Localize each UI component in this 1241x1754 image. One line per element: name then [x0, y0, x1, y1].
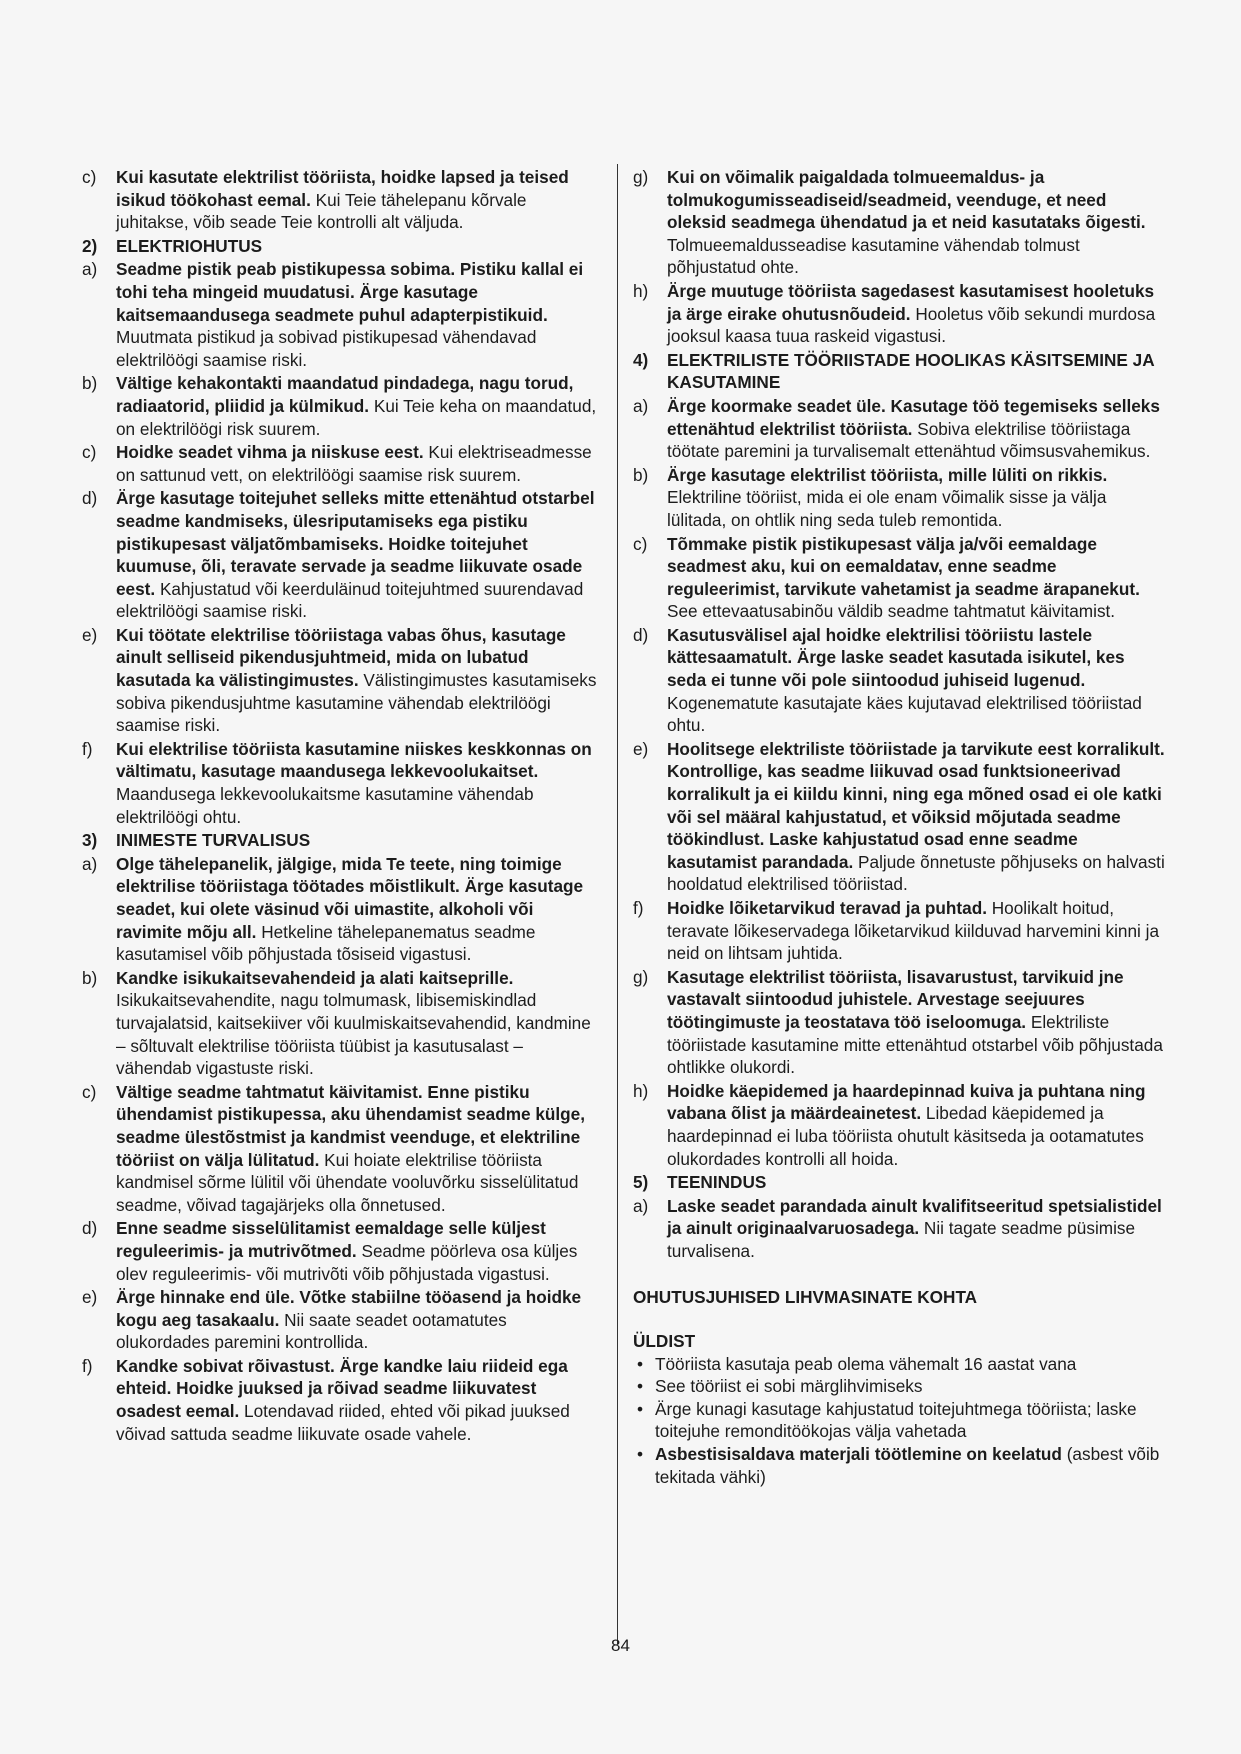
bullet-item	[633, 1375, 1168, 1398]
list-item	[633, 897, 1168, 965]
item-text: Hetkeline tähelepanematus seadme kasutamisel võib põhjustada tõsiseid vigastusi.	[116, 921, 536, 965]
item-marker: h)	[633, 1080, 649, 1101]
section-title-text: TEENINDUS	[667, 1172, 767, 1193]
item-text: Elektriliste tööriistade kasutamine mitte ettenähtud otstarbel võib põhjustada ohtlikke olukordi.	[667, 1011, 1163, 1078]
list-item	[82, 967, 597, 1080]
item-marker: e)	[633, 738, 649, 759]
item-marker: c)	[82, 1081, 97, 1102]
list-item	[633, 738, 1168, 896]
item-bold-text: Olge tähelepanelik, jälgige, mida Te teete, ning toimige elektrilise tööriistaga töötades mõistlikult. Ärge kasutage seadet, kui olete väsinud või uimastite, alkoholi või ravimite mõju all.	[116, 853, 584, 942]
section-number: 4)	[633, 349, 649, 370]
item-bold-text: Ärge hinnake end üle. Võtke stabiilne tööasend ja hoidke kogu aeg tasakaalu.	[116, 1287, 582, 1330]
item-bold-text: Hoidke lõiketarvikud teravad ja puhtad.	[667, 898, 987, 918]
item-marker: b)	[82, 967, 98, 988]
list-item	[633, 624, 1168, 737]
item-marker: c)	[82, 167, 97, 187]
item-text: Kui elektriseadmesse on sattunud vett, on elektrilöögi saamise risk suurem.	[116, 442, 592, 485]
item-marker: d)	[82, 1218, 98, 1239]
section-title	[82, 829, 597, 852]
item-text: Kogenematute kasutajate käes kujutavad elektrilised tööriistad ohtu.	[667, 692, 1142, 736]
item-bold-text: Laske seadet parandada ainult kvalifitseeritud spetsialistidel ja ainult originaalvaruosadega.	[667, 1195, 1162, 1239]
item-bold-text: Kandke sobivat rõivastust. Ärge kandke laiu riideid ega ehteid. Hoidke juuksed ja rõivad seadme liikuvatest osadest eemal.	[116, 1355, 568, 1422]
item-bold-text: Kasutusvälisel ajal hoidke elektrilisi tööriistu lastele kättesaamatult. Ärge laske seadet kasutada isikutel, kes seda ei tunne või pole siintoodud juhiseid lugenud.	[667, 624, 1125, 691]
item-bold-text: Ärge koormake seadet üle. Kasutage töö tegemiseks selleks ettenähtud elektrilist tööriista.	[667, 395, 1160, 439]
list-item	[82, 1355, 597, 1445]
item-bold-text: Ärge muutuge tööriista sagedasest kasutamisest hooletuks ja ärge eirake ohutusnõudeid.	[667, 280, 1155, 324]
section-title-text: ELEKTRILISTE TÖÖRIISTADE HOOLIKAS KÄSITSEMINE JA KASUTAMINE	[667, 349, 1155, 393]
list-item	[82, 441, 597, 486]
item-marker: b)	[82, 373, 98, 394]
section-number: 2)	[82, 235, 98, 256]
item-text: Kui hoiate elektrilise tööriista kandmisel sõrme lülitil või ühendate vooluvõrku sisselülitatud seadme, võivad tagajärjeks olla õnnetused.	[116, 1149, 579, 1215]
item-bold-text: Seadme pistik peab pistikupessa sobima. Pistiku kallal ei tohi teha mingeid muudatusi. Ärge kasutage kaitsemaandusega seadmete puhul adapterpistikuid.	[116, 259, 584, 325]
list-item	[82, 487, 597, 623]
item-text: Maandusega lekkevoolukaitsme kasutamine vähendab elektrilöögi ohtu.	[116, 784, 534, 827]
list-item	[633, 464, 1168, 532]
list-item	[82, 1286, 597, 1354]
item-text: Tööriista kasutaja peab olema vähemalt 16 aastat vana	[655, 1353, 1077, 1374]
item-marker: d)	[633, 624, 649, 645]
section-number: 5)	[633, 1172, 649, 1193]
item-text: Paljude õnnetuste põhjuseks on halvasti hooldatud elektrilised tööriistad.	[667, 851, 1165, 895]
item-text: (asbest võib tekitada vähki)	[655, 1444, 1160, 1487]
item-bold-text: Tõmmake pistik pistikupesast välja ja/või eemaldage seadmest aku, kui on eemaldatav, enne seadme reguleerimist, tarvikute vahetamist ja seadme ärapanekut.	[667, 533, 1140, 599]
bullet-marker: •	[637, 1353, 644, 1374]
item-bold-text: Vältige kehakontakti maandatud pindadega, nagu torud, radiaatorid, pliidid ja külmikud.	[116, 373, 574, 416]
section-heading: OHUTUSJUHISED LIHVMASINATE KOHTA	[633, 1286, 978, 1307]
item-text: Sobiva elektrilise tööriistaga töötate paremini ja turvalisemalt ettenähtud võimsusvahemikus.	[667, 418, 1151, 462]
item-marker: b)	[633, 464, 649, 485]
item-text: Välistingimustes kasutamiseks sobiva pikendusjuhtme kasutamine vähendab elektrilöögi saamise riski.	[116, 670, 597, 736]
list-item	[82, 1081, 597, 1217]
item-marker: a)	[633, 395, 649, 416]
item-marker: c)	[633, 533, 648, 554]
section-number: 3)	[82, 830, 98, 851]
item-marker: f)	[633, 898, 644, 918]
bullet-marker: •	[637, 1376, 644, 1397]
bullet-item	[633, 1353, 1168, 1376]
spacer	[633, 1308, 1168, 1330]
item-text: Kahjustatud või keerduläinud toitejuhtmed suurendavad elektrilöögi saamise riski.	[116, 578, 584, 622]
item-marker: g)	[633, 167, 649, 187]
section-title-text: INIMESTE TURVALISUS	[116, 830, 311, 851]
bullet-marker: •	[637, 1444, 644, 1465]
item-text: See ettevaatusabinõu väldib seadme tahtmatut käivitamist.	[667, 601, 1116, 622]
item-text: Lotendavad riided, ehted või pikad juuksed võivad sattuda seadme liikuvate osade vahele.	[116, 1401, 570, 1444]
item-bold-text: Ärge kasutage elektrilist tööriista, mille lüliti on rikkis.	[667, 464, 1108, 485]
item-bold-text: Kandke isikukaitsevahendeid ja alati kaitseprille.	[116, 967, 514, 988]
list-item	[633, 1195, 1168, 1263]
item-text: Elektriline tööriist, mida ei ole enam võimalik sisse ja välja lülitada, on ohtlik ning seda tuleb remontida.	[667, 487, 1107, 530]
item-marker: e)	[82, 624, 98, 645]
item-bold-text: Hoidke seadet vihma ja niiskuse eest.	[116, 442, 424, 463]
list-item	[82, 166, 597, 234]
item-text: Libedad käepidemed ja haardepinnad ei luba tööriista ohutult käsitseda ja ootamatutes olukordades kontrolli all hoida.	[667, 1103, 1144, 1169]
item-text: Muutmata pistikud ja sobivad pistikupesad vähendavad elektrilöögi saamise riski.	[116, 327, 537, 370]
item-text: Ärge kunagi kasutage kahjustatud toitejuhtmega tööriista; laske toitejuhe remonditöökojas välja vahetada	[655, 1398, 1137, 1442]
item-marker: d)	[82, 488, 98, 509]
list-item	[82, 1217, 597, 1285]
item-bold-text: Kui on võimalik paigaldada tolmueemaldus- ja tolmukogumisseadiseid/seadmeid, veenduge, et need oleksid seadmega ühendatud ja et neid kasutataks õigesti.	[667, 167, 1146, 233]
column-divider	[617, 164, 618, 1644]
item-text: Tolmueemaldusseadise kasutamine vähendab tolmust põhjustatud ohte.	[667, 234, 1080, 278]
right-column	[633, 166, 1168, 1488]
list-item	[82, 853, 597, 966]
item-bold-text: Hoolitsege elektriliste tööriistade ja tarvikute eest korralikult. Kontrollige, kas seadme liikuvad osad funktsioneerivad korralikult ja ei kiildu kinni, ning ega mõned osad ei ole katki või sel määral kahjustatud, et võiksid mõjutada seadme töökindlust. Laske kahjustatud osad enne seadme kasutamist parandada.	[667, 738, 1165, 872]
item-marker: e)	[82, 1287, 98, 1308]
bullet-marker: •	[637, 1398, 644, 1419]
item-bold-text: Ärge kasutage toitejuhet selleks mitte ettenähtud otstarbel seadme kandmiseks, ülesriputamiseks ega pistiku pistikupesast väljatõmbamiseks. Hoidke toitejuhet kuumuse, õli, teravate servade ja seadme liikuvate osade eest.	[116, 488, 595, 599]
list-item	[633, 1080, 1168, 1170]
item-marker: a)	[633, 1195, 649, 1216]
item-text: Nii saate seadet ootamatutes olukordades paremini kontrollida.	[116, 1309, 507, 1353]
spacer	[633, 1264, 1168, 1286]
item-text: Kui Teie keha on maandatud, on elektrilöögi risk suurem.	[116, 395, 597, 439]
item-text: Kui Teie tähelepanu kõrvale juhitakse, võib seade Teie kontrolli alt väljuda.	[116, 189, 527, 233]
list-item	[82, 258, 597, 371]
item-marker: a)	[82, 853, 98, 874]
item-marker: a)	[82, 259, 98, 280]
item-text: Hooletus võib sekundi murdosa jooksul kaasa tuua raskeid vigastusi.	[667, 303, 1156, 347]
left-column	[82, 166, 597, 1446]
list-item	[633, 966, 1168, 1079]
section-title	[82, 235, 597, 258]
item-bold-text: Asbestisisaldava materjali töötlemine on keelatud	[655, 1444, 1062, 1465]
section-heading: ÜLDIST	[633, 1331, 696, 1352]
page-number: 84	[611, 1636, 630, 1655]
item-bold-text: Kasutage elektrilist tööriista, lisavarustust, tarvikuid jne vastavalt siintoodud juhistele. Arvestage seejuures töötingimuste ja teostatava töö iseloomuga.	[667, 966, 1124, 1032]
item-marker: h)	[633, 280, 649, 301]
list-item	[82, 738, 597, 828]
bullet-item	[633, 1443, 1168, 1488]
section-title-text: ELEKTRIOHUTUS	[116, 235, 263, 256]
item-bold-text: Kui kasutate elektrilist tööriista, hoidke lapsed ja teised isikud töökohast eemal.	[116, 167, 569, 210]
item-text: Seadme pöörleva osa küljes olev reguleerimis- või mutrivõti võib põhjustada vigastusi.	[116, 1240, 578, 1284]
item-bold-text: Kui elektrilise tööriista kasutamine niiskes keskkonnas on vältimatu, kasutage maandusega lekkevoolukaitset.	[116, 738, 592, 782]
item-bold-text: Vältige seadme tahtmatut käivitamist. Enne pistiku ühendamist pistikupessa, aku ühendamist seadme külge, seadme ülestõstmist ja kandmist veenduge, et elektriline tööriist on välja lülitatud.	[116, 1081, 585, 1170]
item-marker: g)	[633, 966, 649, 987]
section-title	[633, 349, 1168, 394]
list-item	[633, 280, 1168, 348]
item-bold-text: Enne seadme sisselülitamist eemaldage selle küljest reguleerimis- ja mutrivõtmed.	[116, 1218, 546, 1261]
section-title	[633, 1171, 1168, 1194]
item-text: Hoolikalt hoitud, teravate lõikeservadega lõiketarvikud kiilduvad harvemini kinni ja neid on lihtsam juhtida.	[667, 898, 1160, 964]
item-marker: f)	[82, 738, 93, 759]
item-text: Nii tagate seadme püsimise turvalisena.	[667, 1218, 1136, 1261]
item-text: See tööriist ei sobi märglihvimiseks	[655, 1376, 923, 1397]
list-item	[633, 395, 1168, 463]
list-item	[633, 166, 1168, 279]
list-item	[82, 372, 597, 440]
item-marker: f)	[82, 1355, 93, 1376]
item-bold-text: Hoidke käepidemed ja haardepinnad kuiva ja puhtana ning vabana õlist ja määrdeainetest.	[667, 1080, 1146, 1124]
item-text: Isikukaitsevahendite, nagu tolmumask, libisemiskindlad turvajalatsid, kaitsekiiver või kuulmiskaitsevahendid, kandmine – sõltuvalt elektrilise tööriista tüübist ja kasutusalast – vähendab vigastuste riski.	[116, 990, 591, 1079]
list-item	[633, 533, 1168, 623]
item-bold-text: Kui töötate elektrilise tööriistaga vabas õhus, kasutage ainult selliseid pikendusjuhtmeid, mida on lubatud kasutada ka välistingimustes.	[116, 624, 566, 691]
item-marker: c)	[82, 442, 97, 463]
bullet-item	[633, 1398, 1168, 1443]
list-item	[82, 624, 597, 737]
